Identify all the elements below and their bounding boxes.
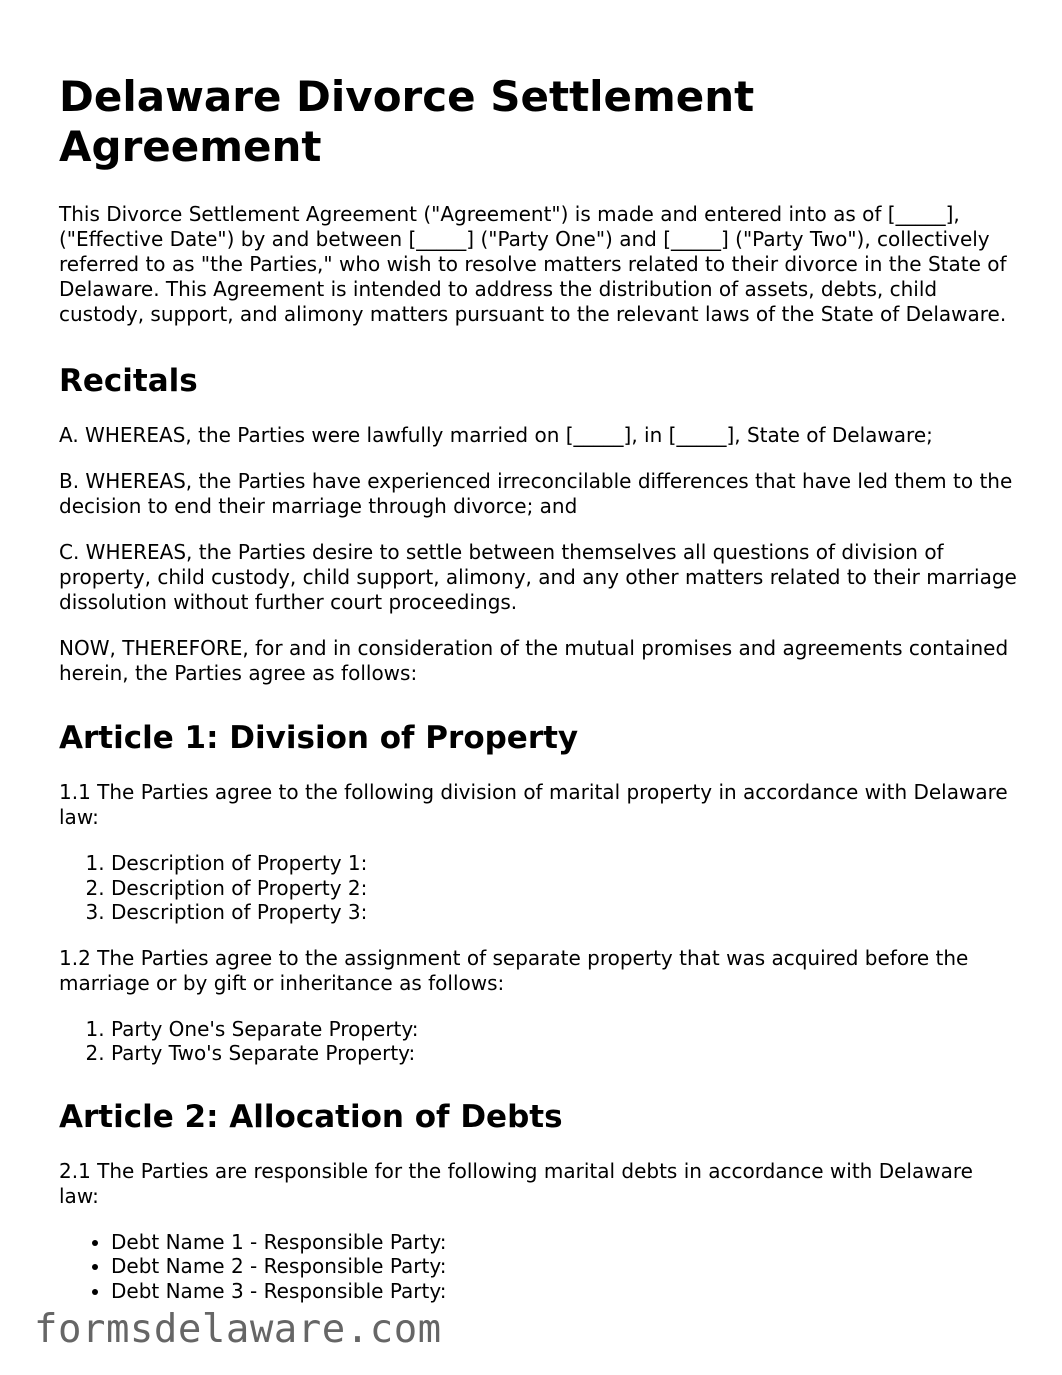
recital-now-therefore: NOW, THEREFORE, for and in consideration of the mutual promises and agreements contained herein, the Parties agree as follows: — [59, 636, 1009, 685]
document-title: Delaware Divorce Settlement Agreement — [59, 72, 755, 171]
section-1-1: 1.1 The Parties agree to the following division of marital property in accordance with Delaware law: — [59, 780, 1008, 829]
list-item: 1. Party One's Separate Property: — [111, 1017, 1019, 1042]
document-page — [59, 72, 1019, 1324]
recital-c: C. WHEREAS, the Parties desire to settle between themselves all questions of division of property, child custody, child support, alimony, and any other matters related to their marriage dissolution without further court proceedings. — [59, 540, 1017, 614]
section-1-2: 1.2 The Parties agree to the assignment of separate property that was acquired before the marriage or by gift or inheritance as follows: — [59, 945, 969, 995]
recital-a: A. WHEREAS, the Parties were lawfully married on [_____], in [_____], State of Delaware; — [59, 423, 933, 447]
marital-property-list — [59, 851, 1019, 925]
list-item: • Debt Name 1 - Responsible Party: — [111, 1230, 1019, 1255]
article-2-heading: Article 2: Allocation of Debts — [59, 1098, 563, 1135]
section-2-1: 2.1 The Parties are responsible for the following marital debts in accordance with Delaware law: — [59, 1158, 973, 1208]
intro-paragraph: This Divorce Settlement Agreement ("Agreement") is made and entered into as of [_____], ("Effective Date") by and between [_____] ("Party One") and [_____] ("Party Two"), collectively referred to as "the Parties," who wish to resolve matters related to their divorce in the State of Delaware. This Agreement is intended to address the distribution of assets, debts, child custody, support, and alimony matters pursuant to the relevant laws of the State of Delaware. — [59, 202, 1007, 326]
list-item: 2. Description of Property 2: — [111, 876, 1019, 901]
site-watermark: formsdelaware.com — [34, 1307, 442, 1352]
recital-b: B. WHEREAS, the Parties have experienced irreconcilable differences that have led them to the decision to end their marriage through divorce; and — [59, 469, 1013, 518]
article-1-heading: Article 1: Division of Property — [59, 720, 579, 756]
list-item: • Debt Name 3 - Responsible Party: — [111, 1279, 1019, 1304]
recitals-heading: Recitals — [59, 363, 198, 399]
debt-list — [59, 1230, 1019, 1304]
list-item: 3. Description of Property 3: — [111, 900, 1019, 925]
list-item: 1. Description of Property 1: — [111, 851, 1019, 876]
list-item: • Debt Name 2 - Responsible Party: — [111, 1254, 1019, 1279]
separate-property-list — [59, 1017, 1019, 1066]
list-item: 2. Party Two's Separate Property: — [111, 1041, 1019, 1066]
